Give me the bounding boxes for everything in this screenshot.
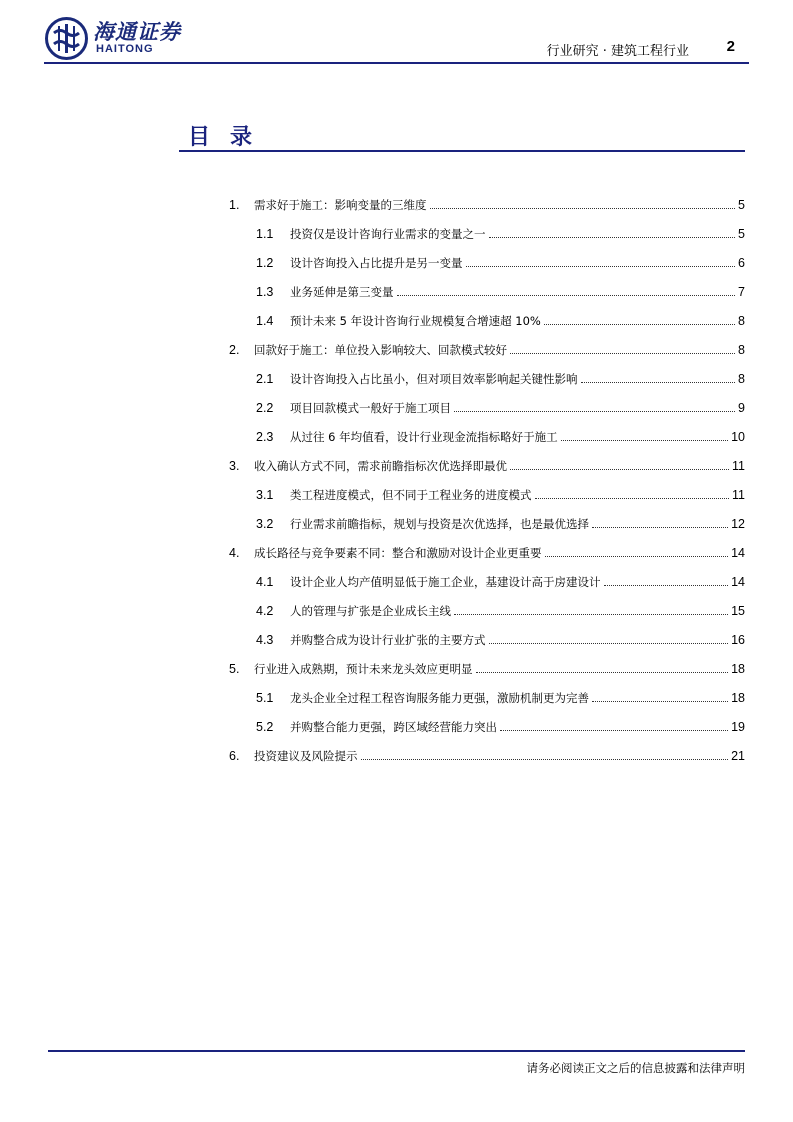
toc-entry[interactable]: [256, 690, 745, 706]
toc-entry[interactable]: [256, 516, 745, 532]
toc-entry-label: 投资仅是设计咨询行业需求的变量之一: [290, 227, 486, 241]
toc-entry-page: 6: [738, 256, 745, 270]
toc-entry-label: 投资建议及风险提示: [254, 749, 358, 763]
toc-entry-number: 1.2: [256, 256, 274, 270]
toc-entry-label: 从过往 6 年均值看，设计行业现金流指标略好于施工: [290, 430, 558, 444]
toc-entry-page: 11: [732, 488, 745, 502]
toc-entry-number: 1.: [229, 198, 240, 212]
toc-entry[interactable]: [229, 661, 745, 677]
toc-leader: [510, 353, 735, 354]
toc-entry-number: 5.2: [256, 720, 274, 734]
header-divider: [44, 62, 749, 64]
toc-entry-page: 14: [731, 575, 745, 589]
toc-entry-number: 2.: [229, 343, 240, 357]
toc-leader: [592, 701, 728, 702]
toc-entry-label: 设计企业人均产值明显低于施工企业，基建设计高于房建设计: [290, 575, 601, 589]
toc-entry-number: 1.4: [256, 314, 274, 328]
toc-entry-page: 16: [731, 633, 745, 647]
toc-entry-number: 5.1: [256, 691, 274, 705]
toc-entry[interactable]: [256, 226, 745, 242]
toc-entry-label: 人的管理与扩张是企业成长主线: [290, 604, 451, 618]
toc-entry[interactable]: [229, 458, 745, 474]
toc-entry-page: 12: [731, 517, 745, 531]
toc-leader: [500, 730, 728, 731]
toc-entry[interactable]: [229, 197, 745, 213]
toc-leader: [466, 266, 736, 267]
toc-entry[interactable]: [256, 719, 745, 735]
toc-entry-number: 2.3: [256, 430, 274, 444]
toc-entry-page: 9: [738, 401, 745, 415]
toc-leader: [545, 556, 729, 557]
toc-entry-page: 15: [731, 604, 745, 618]
toc-entry-page: 7: [738, 285, 745, 299]
toc-entry-label: 回款好于施工：单位投入影响较大、回款模式较好: [254, 343, 507, 357]
toc-entry-label: 项目回款模式一般好于施工项目: [290, 401, 451, 415]
toc-leader: [397, 295, 736, 296]
toc-entry-page: 11: [732, 459, 745, 473]
haitong-logo-icon: [44, 16, 89, 61]
toc-leader: [581, 382, 736, 383]
toc-entry-number: 1.1: [256, 227, 274, 241]
toc-entry-number: 4.3: [256, 633, 274, 647]
toc-entry-page: 5: [738, 227, 745, 241]
toc-leader: [454, 614, 728, 615]
toc-leader: [510, 469, 729, 470]
toc-entry-label: 行业进入成熟期，预计未来龙头效应更明显: [254, 662, 473, 676]
toc-entry-label: 类工程进度模式，但不同于工程业务的进度模式: [290, 488, 532, 502]
toc-entry-page: 14: [731, 546, 745, 560]
toc-leader: [430, 208, 736, 209]
toc-entry-label: 设计咨询投入占比提升是另一变量: [290, 256, 463, 270]
toc-entry-number: 4.2: [256, 604, 274, 618]
toc-entry-number: 2.2: [256, 401, 274, 415]
toc-entry-number: 6.: [229, 749, 240, 763]
toc-leader: [604, 585, 729, 586]
report-category: 行业研究 · 建筑工程行业: [546, 44, 689, 59]
toc-entry-number: 3.1: [256, 488, 274, 502]
brand-name-en: HAITONG: [96, 43, 154, 55]
toc-entry[interactable]: [256, 255, 745, 271]
toc-entry-label: 收入确认方式不同，需求前瞻指标次优选择即最优: [254, 459, 507, 473]
toc-entry[interactable]: [256, 632, 745, 648]
toc-entry-page: 18: [731, 691, 745, 705]
toc-entry[interactable]: [256, 400, 745, 416]
toc-entry-number: 4.: [229, 546, 240, 560]
toc-entry[interactable]: [256, 603, 745, 619]
toc-entry-page: 8: [738, 343, 745, 357]
toc-entry-label: 业务延伸是第三变量: [290, 285, 394, 299]
toc-entry-label: 需求好于施工：影响变量的三维度: [254, 198, 427, 212]
toc-entry[interactable]: [256, 284, 745, 300]
toc-entry-label: 龙头企业全过程工程咨询服务能力更强，激励机制更为完善: [290, 691, 589, 705]
toc-leader: [535, 498, 730, 499]
toc-entry-page: 10: [731, 430, 745, 444]
toc-entry-label: 并购整合能力更强，跨区域经营能力突出: [290, 720, 497, 734]
toc-entry-label: 并购整合成为设计行业扩张的主要方式: [290, 633, 486, 647]
toc-entry[interactable]: [229, 342, 745, 358]
toc-entry-page: 19: [731, 720, 745, 734]
toc-leader: [561, 440, 728, 441]
brand-name-cn: 海通证券: [93, 19, 181, 44]
toc-entry-number: 4.1: [256, 575, 274, 589]
toc-entry[interactable]: [256, 574, 745, 590]
toc-entry-number: 3.: [229, 459, 240, 473]
toc-leader: [489, 237, 736, 238]
toc-entry-number: 5.: [229, 662, 240, 676]
toc-leader: [361, 759, 729, 760]
footer-disclaimer: 请务必阅读正文之后的信息披露和法律声明: [526, 1061, 745, 1075]
toc-entry[interactable]: [256, 487, 745, 503]
toc-entry-label: 预计未来 5 年设计咨询行业规模复合增速超 10%: [290, 314, 541, 328]
toc-entry-page: 8: [738, 314, 745, 328]
toc-entry-number: 2.1: [256, 372, 274, 386]
page-number: 2: [726, 38, 735, 55]
toc-entry-page: 21: [731, 749, 745, 763]
toc-entry-label: 设计咨询投入占比虽小，但对项目效率影响起关键性影响: [290, 372, 578, 386]
toc-entry-page: 8: [738, 372, 745, 386]
toc-entry-page: 18: [731, 662, 745, 676]
toc-entry-number: 1.3: [256, 285, 274, 299]
toc-entry-label: 成长路径与竞争要素不同：整合和激励对设计企业更重要: [254, 546, 542, 560]
toc-leader: [476, 672, 729, 673]
toc-entry-label: 行业需求前瞻指标，规划与投资是次优选择，也是最优选择: [290, 517, 589, 531]
toc-entry[interactable]: [229, 748, 745, 764]
footer-divider: [48, 1050, 745, 1052]
toc-leader: [489, 643, 729, 644]
toc-entry-page: 5: [738, 198, 745, 212]
title-divider: [179, 150, 745, 152]
page-title: 目录: [188, 125, 273, 150]
toc-entry[interactable]: [256, 313, 745, 329]
toc-leader: [544, 324, 735, 325]
toc-entry[interactable]: [256, 371, 745, 387]
toc-leader: [454, 411, 735, 412]
toc-entry-number: 3.2: [256, 517, 274, 531]
toc-leader: [592, 527, 728, 528]
toc-entry[interactable]: [229, 545, 745, 561]
toc-entry[interactable]: [256, 429, 745, 445]
